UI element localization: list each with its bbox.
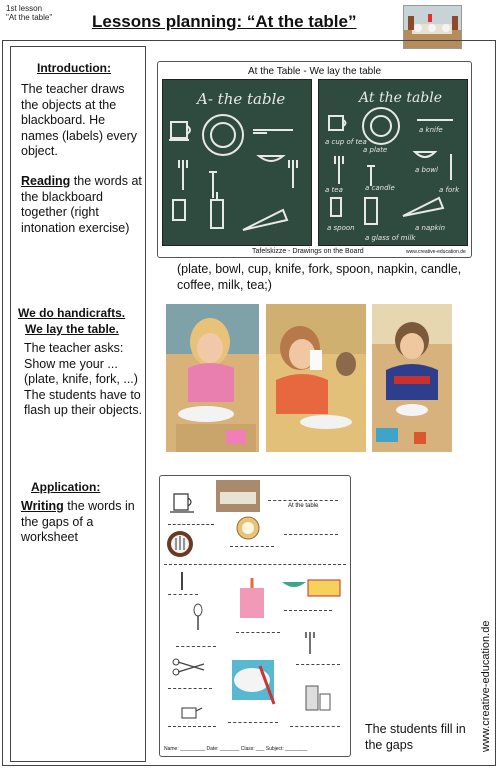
application-text: [21, 499, 143, 546]
photo-boy-cup: [372, 304, 452, 452]
photo-girl-plate: [166, 304, 259, 452]
right-blackboard-drawing: [319, 80, 467, 245]
page-title: Lessons planning: “At the table”: [92, 12, 357, 31]
blackboard-card-title: At the Table - We lay the table: [247, 66, 382, 77]
introduction-heading: Introduction:: [37, 61, 111, 75]
board-label-bowl: a bowl: [415, 166, 438, 174]
website-credit: www.creative-education.de: [480, 620, 492, 752]
worksheet-gap: [230, 546, 274, 547]
worksheet-gap: [268, 500, 338, 501]
application-description: the words in the gaps of a worksheet: [21, 499, 135, 544]
worksheet-scissors-icon: [178, 662, 204, 672]
lesson-tag: [6, 4, 52, 22]
worksheet-gap: [284, 534, 338, 535]
worksheet-spoon-icon: [194, 604, 202, 616]
left-blackboard-drawing: [163, 80, 311, 245]
worksheet-gap: [168, 688, 212, 689]
worksheet-gap: [296, 664, 340, 665]
worksheet-bowl-icon: [282, 582, 306, 587]
blackboard-card: [157, 61, 472, 258]
board-label-cup: a cup of tea: [325, 138, 367, 146]
worksheet-milk-icon: [306, 686, 318, 710]
worksheet-gap: [168, 594, 198, 595]
worksheet-gap: [168, 726, 216, 727]
worksheet-gap: [228, 722, 278, 723]
lesson-topic: "At the table": [6, 13, 53, 22]
board-label-fork: a fork: [439, 186, 460, 194]
reading-description: the words at the blackboard together (right intonation exercise): [21, 174, 142, 235]
board-label-plate: a plate: [363, 146, 388, 154]
handicrafts-heading: We do handicrafts.: [18, 306, 126, 320]
worksheet-gap: [236, 632, 280, 633]
handicrafts-text: The teacher asks: Show me your ... (plate, knife, fork, ...) The students have to flash up their objects.: [24, 341, 143, 417]
board-label-spoon: a spoon: [327, 224, 355, 232]
worksheet-divider: [164, 564, 346, 565]
worksheet: [159, 475, 351, 757]
right-blackboard: [318, 79, 468, 246]
students-fill-text: The students fill in the gaps: [365, 722, 466, 752]
vocabulary-list: (plate, bowl, cup, knife, fork, spoon, napkin, candle, coffee, milk, tea;): [177, 262, 462, 292]
worksheet-teapot-icon: [182, 708, 202, 718]
photo-girl-flashcard: [266, 304, 366, 452]
left-board-heading: A- the table: [197, 90, 286, 108]
reading-word: Reading: [21, 174, 71, 188]
worksheet-box-icon: [308, 580, 340, 596]
worksheet-gap: [284, 610, 332, 611]
board-label-tea: a tea: [325, 186, 343, 194]
worksheet-heading: At the table: [288, 503, 319, 509]
board-label-knife: a knife: [419, 126, 443, 134]
lesson-number: 1st lesson: [6, 4, 43, 13]
worksheet-footer: Name: _________ Date: _______ Class: ___ Subject: ________: [164, 746, 308, 752]
introduction-text: [21, 82, 143, 160]
board-label-napkin: a napkin: [415, 224, 446, 232]
board-label-candle: a candle: [365, 184, 395, 192]
left-blackboard: [162, 79, 312, 246]
worksheet-gap: [290, 726, 340, 727]
lay-table-heading: We lay the table.: [25, 322, 119, 336]
reading-text: [21, 174, 143, 236]
worksheet-candle-icon: [240, 588, 264, 618]
application-heading: Application:: [31, 480, 101, 494]
worksheet-cup-icon: [170, 494, 194, 512]
blackboard-caption: Tafelskizze - Drawings on the Board: [252, 248, 364, 255]
worksheet-illustrations: [160, 476, 350, 756]
worksheet-gap: [168, 524, 214, 525]
introduction-description: The teacher draws the objects at the blackboard. He names (labels) every object.: [21, 82, 138, 158]
right-board-heading: At the table: [359, 90, 443, 106]
writing-word: Writing: [21, 499, 64, 513]
worksheet-gap: [176, 646, 216, 647]
board-label-milk: a glass of milk: [365, 234, 416, 242]
blackboard-credit: www.creative-education.de: [406, 249, 466, 255]
worksheet-fork-icon: [306, 632, 314, 654]
